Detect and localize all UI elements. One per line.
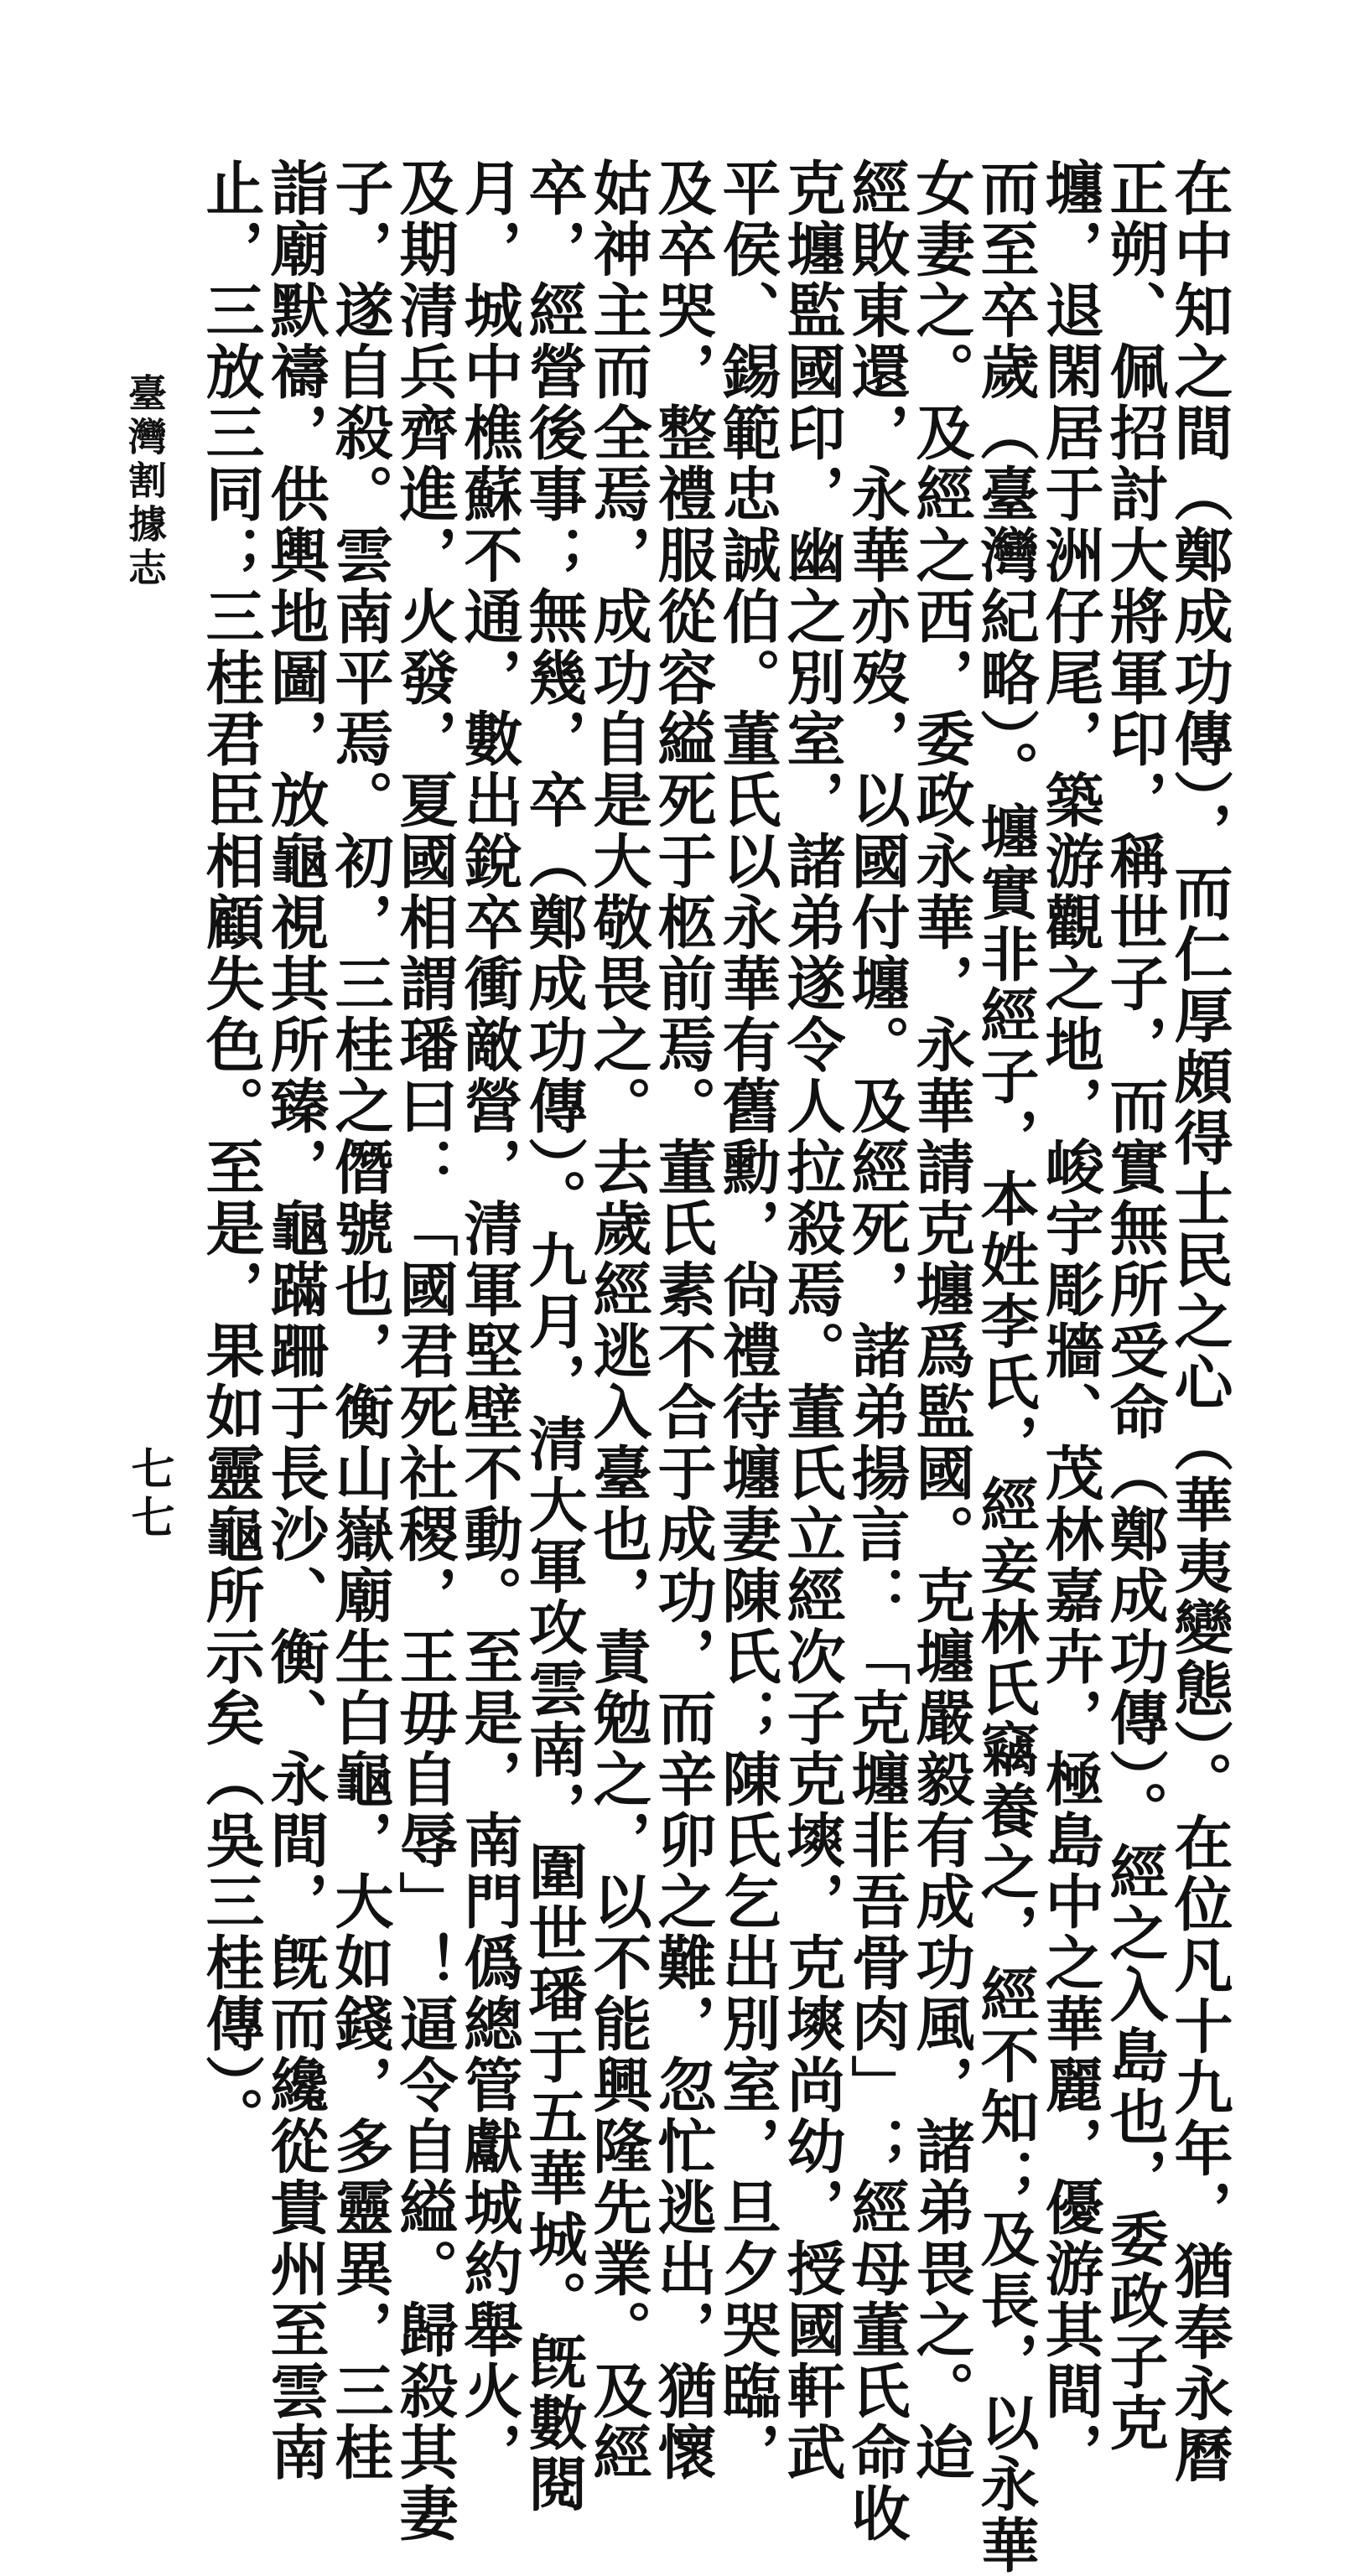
text-line: 止，三放三同；三桂君臣相顧失色。至是，果如靈龜所示矣（吳三桂傳）。 [196,158,266,2148]
page-number: 七七 [123,1446,174,1543]
text-line: 及卒哭，整禮服從容縊死于柩前焉。董氏素不合于成功，而辛卯之難，忽忙逃出，猶懷 [648,158,718,2483]
text-line: 平侯、錫範忠誠伯。董氏以永華有舊勳，尙禮待㙻妻陳氏；陳氏乞出別室，旦夕哭臨， [713,158,782,2483]
text-line: 月，城中樵蘇不通，數出銳卒衝敵營，清軍堅壁不動。至是，南門僞總管獻城約舉火， [454,158,524,2483]
text-line: 詣廟默禱，供輿地圖，放龜視其所臻，龜蹣跚于長沙、衡、永間，旣而纔從貴州至雲南 [261,158,330,2483]
text-line: 女妻之。及經之西，委政永華，永華請克㙻爲監國。克㙻嚴毅有成功風，諸弟畏之。迨 [906,158,976,2483]
text-line: 而至卒歲（臺灣紀略）。㙻實非經子，本姓李氏，經妾林氏竊養之，經不知；及長，以永華 [971,158,1041,2576]
text-line: 經敗東還，永華亦歿，以國付㙻。及經死，諸弟揚言：「克㙻非吾骨肉」；經母董氏命收 [842,158,911,2544]
text-line: 在中知之間（鄭成功傳），而仁厚頗得士民之心（華夷變態）。在位凡十九年，猶奉永曆 [1165,158,1234,2485]
text-line: 卒，經營後事；無幾，卒（鄭成功傳）。九月，清大軍攻雲南，圍世璠于五華城。旣數閱 [519,158,589,2515]
text-line: 子，遂自殺。雲南平焉。初，三桂之僭號也，衡山嶽廟生白龜，大如錢，多靈異，三桂 [325,158,395,2483]
text-line: 正朔、佩招討大將軍印，稱世子，而實無所受命（鄭成功傳）。經之入島也，委政子克 [1100,158,1170,2454]
text-line: 㙻，退閑居于洲仔尾，築游觀之地，峻宇彫牆、茂林嘉卉，極島中之華麗，優游其間， [1036,158,1105,2483]
text-line: 及期清兵齊進，火發，夏國相謂璠曰：「國君死社稷，王毋自辱」！逼令自縊。歸殺其妻 [390,158,459,2544]
text-line: 姑神主而全焉，成功自是大敬畏之。去歲經逃入臺也，責勉之，以不能興隆先業。及經 [584,158,653,2483]
running-header: 臺灣割據志 [122,373,168,591]
text-line: 克㙻監國印，幽之別室，諸弟遂令人拉殺焉。董氏立經次子克塽，克塽尚幼，授國軒武 [777,158,847,2483]
